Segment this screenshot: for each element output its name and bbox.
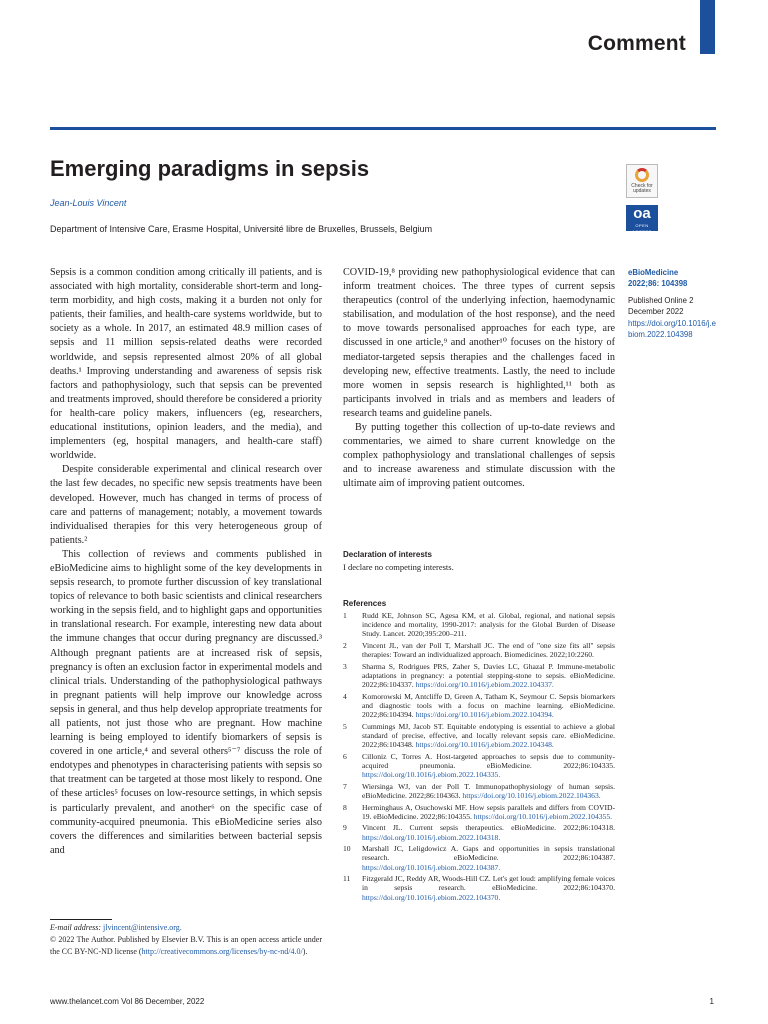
header-accent-bar: [700, 0, 715, 54]
affiliation: Department of Intensive Care, Erasme Hospital, Université libre de Bruxelles, Brussels, Belgium: [50, 224, 433, 234]
article-title: Emerging paradigms in sepsis: [50, 156, 370, 181]
body-paragraph: By putting together this collection of up-to-date reviews and commentaries, we aimed to share current knowledge on the complex pathophysiology and translational challenges of sepsis and to increase awareness and stimulate discussion with the ultimate aim of improving patient outcomes.: [343, 422, 615, 490]
journal-citation: 2022;86: 104398: [628, 279, 688, 289]
header-rule: [50, 127, 716, 130]
reference-doi-link[interactable]: https://doi.org/10.1016/j.ebiom.2022.104318.: [362, 832, 501, 842]
license-link[interactable]: http://creativecommons.org/licenses/by-nc-nd/4.0/: [141, 947, 303, 956]
reference-doi-link[interactable]: https://doi.org/10.1016/j.ebiom.2022.104387.: [362, 862, 501, 872]
reference-text: Vincent JL. Current sepsis therapeutics. eBioMedicine. 2022;86:104318.: [362, 823, 615, 833]
reference-item: [343, 782, 615, 800]
reference-number: 5: [343, 721, 347, 731]
declaration-section: [343, 550, 615, 572]
reference-number: 3: [343, 661, 347, 671]
reference-item: [343, 752, 615, 780]
references-heading: References: [343, 599, 387, 608]
footnote: [50, 922, 322, 958]
reference-number: 7: [343, 781, 347, 791]
reference-text: Sharma S, Rodrigues PRS, Zaher S, Davies LC, Ghazal P. Immune-metabolic adaptations in pregnancy: a potential stepping-stone to sepsis. eBioMedicine. 2022;86:104337.: [362, 661, 615, 690]
open-access-badge: [626, 205, 658, 234]
article-sidebar: [628, 267, 718, 340]
check-updates-label: Check for updates: [631, 183, 653, 194]
author-link[interactable]: Jean-Louis Vincent: [50, 198, 127, 208]
body-paragraph: Sepsis is a common condition among critically ill patients, and is associated with high mortality, considerable short-term and long-term morbidity, and high costs, making it a burden not only for patients, their families, and health-care systems worldwide, but to society as a whole. In 2017, an estimated 48.9 million cases of sepsis and 11 million sepsis-related deaths were recorded worldwide, and sepsis represented almost 20% of all global deaths.¹ Improving understanding and awareness of sepsis risk factors and pathophysiology, such that sepsis can be prevented and treatments improved, should therefore be considered a priority for health-care policy makers, influencers (eg, researchers, educational institutions, opinion leaders, and the media), and implementers (eg, hospital managers, and health-care staff) worldwide.: [50, 267, 322, 462]
reference-text: Rudd KE, Johnson SC, Agesa KM, et al. Global, regional, and national sepsis incidence and mortality, 1990-2017: analysis for the Global Burden of Disease Study. Lancet. 2020;395:200–211.: [362, 611, 615, 639]
open-access-label: OPEN ACCESS: [632, 223, 652, 234]
reference-doi-link[interactable]: https://doi.org/10.1016/j.ebiom.2022.104348.: [415, 740, 554, 750]
license-end: ).: [302, 947, 308, 956]
reference-doi-link[interactable]: https://doi.org/10.1016/j.ebiom.2022.104355.: [473, 811, 613, 821]
declaration-heading: Declaration of interests: [343, 550, 432, 559]
email-link[interactable]: jlvincent@intensive.org.: [103, 923, 182, 932]
check-for-updates-badge[interactable]: [626, 164, 658, 198]
reference-number: 11: [343, 874, 351, 884]
reference-item: [343, 662, 615, 690]
reference-text: Marshall JC, Leligdowicz A. Gaps and opportunities in sepsis translational research. eBioMedicine. 2022;86:104387.: [362, 844, 615, 863]
reference-doi-link[interactable]: https://doi.org/10.1016/j.ebiom.2022.104363.: [462, 791, 601, 800]
reference-text: Komorowski M, Antcliffe D, Green A, Tatham K, Seymour C. Sepsis biomarkers and diagnostic tools with a focus on machine learning. eBioMedicine. 2022;86:104394.: [362, 691, 615, 720]
journal-name: eBioMedicine: [628, 268, 679, 277]
body-paragraph: Despite considerable experimental and clinical research over the last few decades, no specific new sepsis treatments have been developed. However, much has changed in terms of process of care and patterns of management; notably, a movement towards individualised therapies for this very heterogeneous group of patients.²: [50, 464, 322, 546]
reference-doi-link[interactable]: https://doi.org/10.1016/j.ebiom.2022.104335.: [362, 770, 501, 780]
reference-text: Vincent JL, van der Poll T, Marshall JC. The end of "one size fits all" sepsis therapies: Toward an individualized approach. Biomedicines. 2022;10:2260.: [362, 641, 615, 660]
reference-number: 10: [343, 844, 351, 854]
references-list: [343, 611, 615, 902]
references-section: [343, 599, 615, 904]
reference-number: 9: [343, 823, 347, 833]
reference-doi-link[interactable]: https://doi.org/10.1016/j.ebiom.2022.104337.: [415, 680, 554, 690]
reference-item: [343, 844, 615, 872]
reference-doi-link[interactable]: https://doi.org/10.1016/j.ebiom.2022.104370.: [362, 892, 501, 902]
reference-item: [343, 611, 615, 639]
reference-item: [343, 722, 615, 750]
reference-item: [343, 692, 615, 720]
reference-text: Fitzgerald JC, Reddy AR, Woods-Hill CZ. Let's get loud: amplifying female voices in sepsis research. eBioMedicine. 2022;86:104370.: [362, 874, 615, 893]
reference-number: 6: [343, 751, 347, 761]
body-column-left: [50, 266, 322, 858]
published-date: Published Online 2 December 2022: [628, 295, 694, 317]
reference-number: 4: [343, 691, 347, 701]
footer-journal-info: www.thelancet.com Vol 86 December, 2022: [50, 997, 205, 1006]
body-paragraph: This collection of reviews and comments published in eBioMedicine aims to highlight some of the key developments in sepsis research, to promote further discussion of key translational topics of relevance to both basic scientists and clinical researchers working in the sepsis field, and to highlight gaps and opportunities in translational research. For example, interesting new data about the immune changes that occur during pregnancy are discussed.³ Although pregnant patients are at increased risk of sepsis, pregnancy is often an exclusion factor in experimental models and clinical trials. Understanding of the pathophysiological pathways in pregnant patients will help improve our knowledge across sepsis in general, and thus help develop appropriate treatments for all patients, not just those who are pregnant. How machine learning is being employed to identify biomarkers of sepsis is covered in one article,⁴ and several others⁵⁻⁷ discuss the role of endotypes and phenotypes in characterising patients with sepsis so that treatment can be targeted at those most likely to respond. One of these articles⁵ focuses on low-resource settings, in which sepsis is particularly prevalent, and another⁶ on the specific case of community-acquired pneumonia. This eBioMedicine series also covers the differences and similarities between bacterial sepsis and: [50, 548, 322, 856]
open-access-icon: oa: [633, 205, 651, 222]
reference-text: Cilloniz C, Torres A. Host-targeted approaches to sepsis due to community-acquired pneumonia. eBioMedicine. 2022;86:104335.: [362, 751, 615, 770]
reference-text: Cummings MJ, Jacob ST. Equitable endotyping is essential to achieve a global standard of precise, effective, and locally relevant sepsis care. eBioMedicine. 2022;86:104348.: [362, 721, 615, 750]
reference-number: 1: [343, 611, 347, 620]
check-updates-icon: [635, 168, 649, 182]
reference-doi-link[interactable]: https://doi.org/10.1016/j.ebiom.2022.104394.: [415, 710, 554, 720]
footnote-rule: [50, 919, 112, 920]
reference-item: [343, 823, 615, 841]
page-number: 1: [709, 997, 714, 1006]
body-paragraph: COVID-19,⁸ providing new pathophysiological evidence that can inform treatment choices. The three types of current sepsis therapeutics (control of the underlying infection, haemodynamic stabilisation, and modulation of the host response), and the need to move towards personalised approaches for each type, are discussed in one article,⁹ and another¹⁰ focuses on the history of mediator-targeted sepsis therapies and the challenges faced in developing new, effective treatments. Lastly, the need to include more women in sepsis research is highlighted,¹¹ both as participants involved in trials and as members and leaders of research teams and guideline panels.: [343, 267, 615, 419]
reference-number: 2: [343, 641, 347, 650]
email-label: E-mail address:: [50, 923, 102, 932]
reference-item: [343, 803, 615, 821]
reference-text: Wiersinga WJ, van der Poll T. Immunopathophysiology of human sepsis. eBioMedicine. 2022;86:104363.: [362, 781, 615, 800]
reference-number: 8: [343, 802, 347, 812]
reference-item: [343, 874, 615, 902]
declaration-text: I declare no competing interests.: [343, 562, 454, 572]
section-label: Comment: [587, 32, 686, 55]
reference-text: Herminghaus A, Osuchowski MF. How sepsis parallels and differs from COVID-19. eBioMedicine. 2022;86:104355.: [362, 802, 615, 821]
article-doi-link[interactable]: https://doi.org/10.1016/j.ebiom.2022.104398: [628, 318, 716, 340]
body-column-middle: [343, 266, 615, 492]
reference-item: [343, 641, 615, 659]
license-text: © 2022 The Author. Published by Elsevier B.V. This is an open access article under the CC BY-NC-ND license (: [50, 935, 322, 956]
